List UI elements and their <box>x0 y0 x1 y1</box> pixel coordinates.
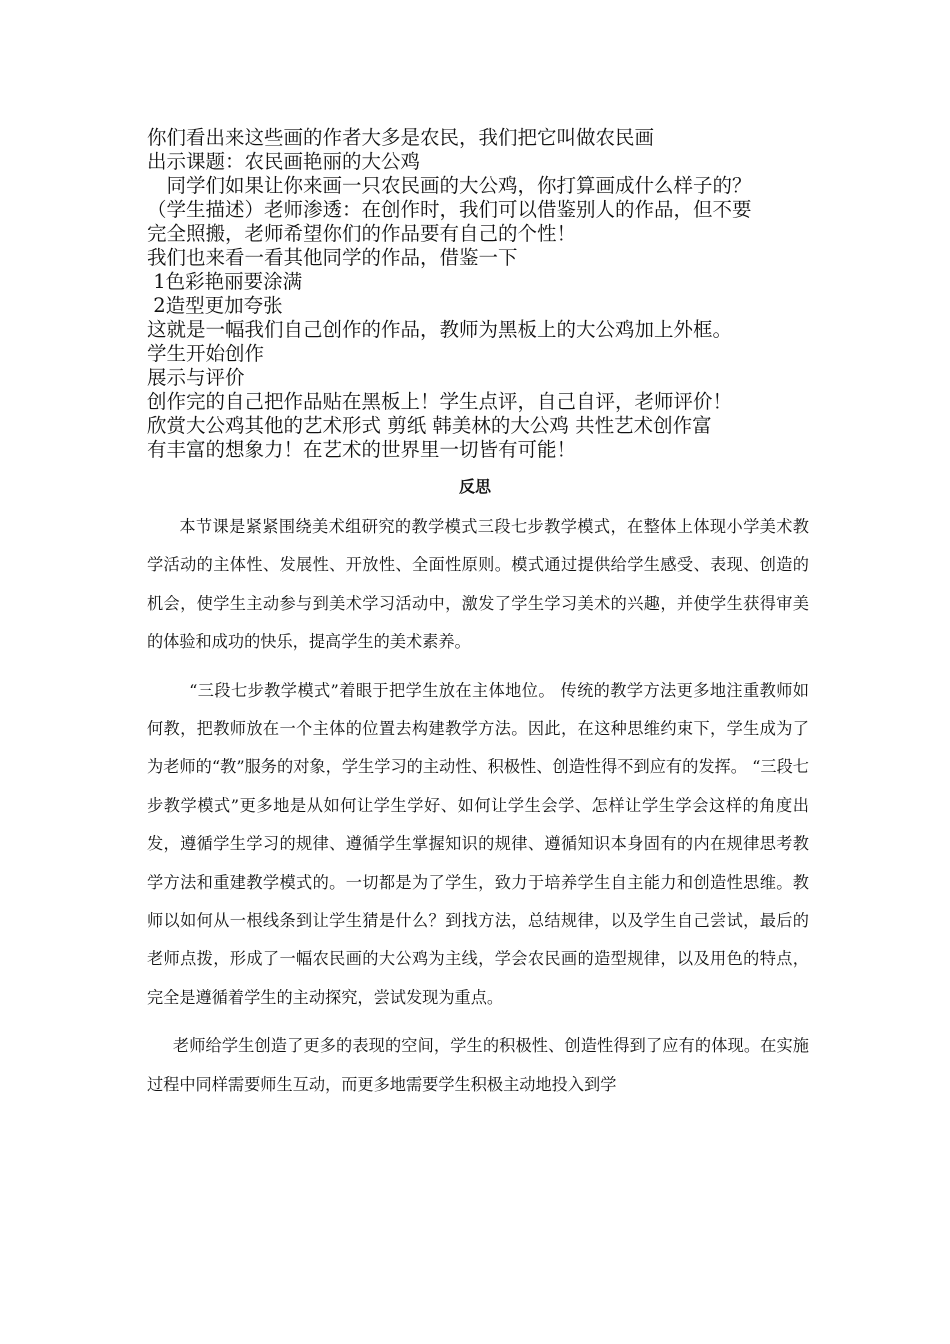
reflection-paragraph: 老师给学生创造了更多的表现的空间，学生的积极性、创造性得到了应有的体现。在实施过程中同样需要师生互动，而更多地需要学生积极主动地投入到学 <box>147 1036 809 1094</box>
lesson-line: 展示与评价 <box>147 366 245 389</box>
lesson-line: 2造型更加夸张 <box>147 294 283 317</box>
reflection-heading: 反思 <box>458 477 491 496</box>
lesson-line: 出示课题：农民画艳丽的大公鸡 <box>147 150 421 173</box>
lesson-line: 完全照搬，老师希望你们的作品要有自己的个性！ <box>147 222 577 245</box>
reflection-section <box>147 508 809 1114</box>
lesson-process-section <box>147 126 827 462</box>
reflection-paragraph: 本节课是紧紧围绕美术组研究的教学模式三段七步教学模式，在整体上体现小学美术教学活动的主体性、发展性、开放性、全面性原则。模式通过提供给学生感受、表现、创造的机会，使学生主动参与到美术学习活动中，激发了学生学习美术的兴趣，并使学生获得审美的体验和成功的快乐，提高学生的美术素养。 <box>147 517 809 652</box>
lesson-line: 欣赏大公鸡其他的艺术形式 剪纸 韩美林的大公鸡 共性艺术创作富 <box>147 414 712 437</box>
lesson-line: 1色彩艳丽要涂满 <box>147 270 303 293</box>
lesson-line: （学生描述）老师渗透：在创作时，我们可以借鉴别人的作品，但不要 <box>147 198 752 221</box>
lesson-line: 创作完的自己把作品贴在黑板上！学生点评，自己自评，老师评价！ <box>147 390 733 413</box>
lesson-line: 同学们如果让你来画一只农民画的大公鸡，你打算画成什么样子的？ <box>147 174 752 197</box>
lesson-line: 这就是一幅我们自己创作的作品，教师为黑板上的大公鸡加上外框。 <box>147 318 733 341</box>
lesson-line: 我们也来看一看其他同学的作品，借鉴一下 <box>147 246 518 269</box>
lesson-line: 你们看出来这些画的作者大多是农民，我们把它叫做农民画 <box>147 126 655 149</box>
reflection-paragraph: “三段七步教学模式”着眼于把学生放在主体地位。 传统的教学方法更多地注重教师如何教，把教师放在一个主体的位置去构建教学方法。因此，在这种思维约束下，学生成为了为老师的“教”服务的对象，学生学习的主动性、积极性、创造性得不到应有的发挥。 “三段七步教学模式”更多地是从如何让学生学好、如何让学生会学、怎样让学生学会这样的角度出发，遵循学生学习的规律、遵循学生掌握知识的规律、遵循知识本身固有的内在规律思考教学方法和重建教学模式的。一切都是为了学生，致力于培养学生自主能力和创造性思维。教师以如何从一根线条到让学生猜是什么？到找方法，总结规律，以及学生自己尝试，最后的老师点拨，形成了一幅农民画的大公鸡为主线，学会农民画的造型规律，以及用色的特点，完全是遵循着学生的主动探究，尝试发现为重点。 <box>147 680 809 1007</box>
lesson-line: 学生开始创作 <box>147 342 265 365</box>
lesson-line: 有丰富的想象力！在艺术的世界里一切皆有可能！ <box>147 438 577 461</box>
